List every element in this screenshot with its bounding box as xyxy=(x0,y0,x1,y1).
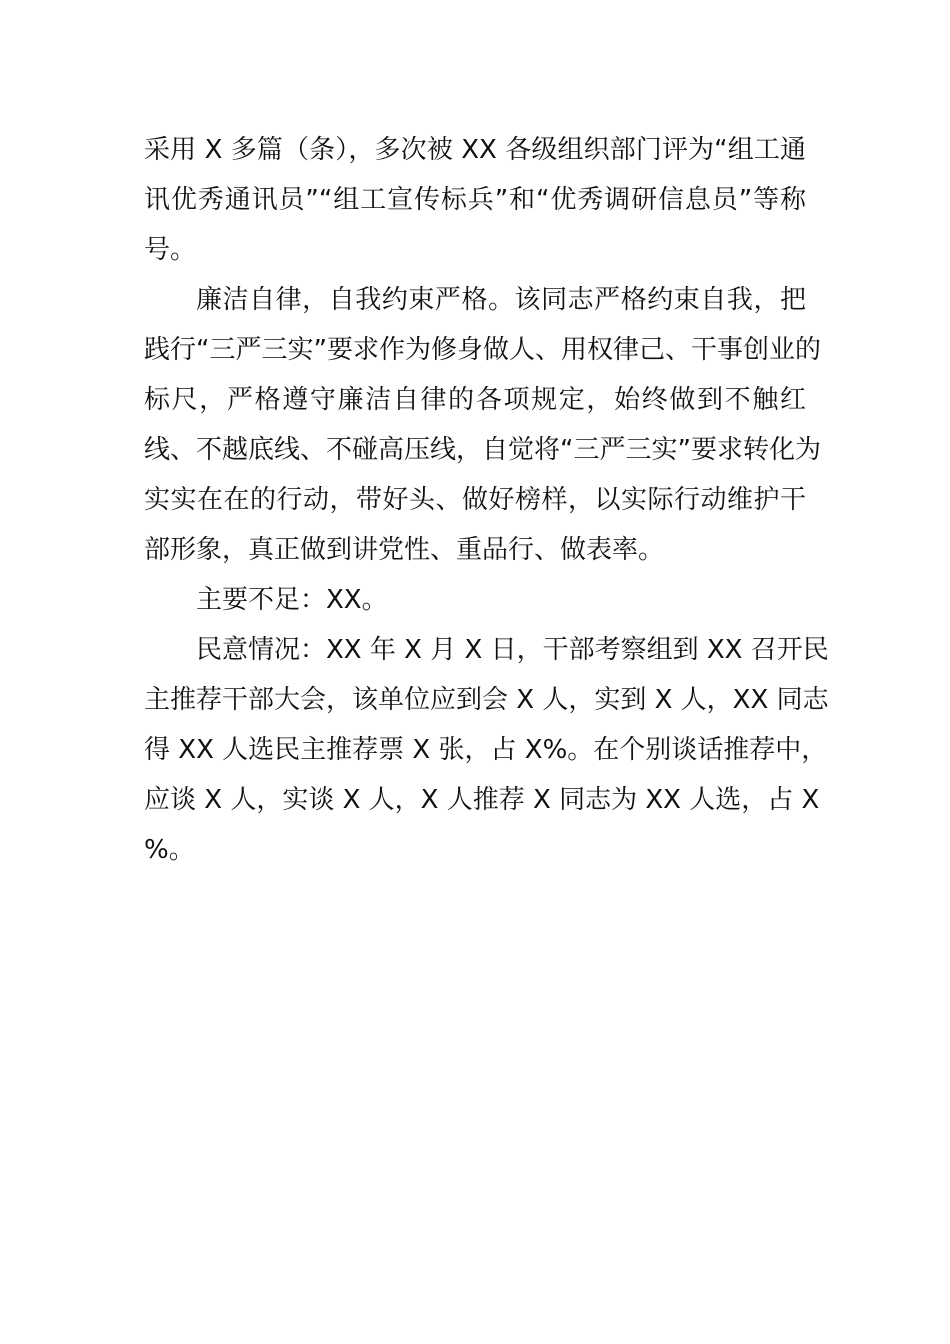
paragraph-honors xyxy=(144,125,806,275)
document-body xyxy=(144,125,829,875)
text-line: 主要不足：XX。 xyxy=(196,585,388,615)
text-line: 标尺，严格遵守廉洁自律的各项规定，始终做到不触红 xyxy=(144,385,806,415)
paragraph-shortcomings xyxy=(144,575,806,625)
text-line: 部形象，真正做到讲党性、重品行、做表率。 xyxy=(144,535,665,565)
text-line: 号。 xyxy=(144,235,197,265)
text-line: 讯优秀通讯员”“组工宣传标兵”和“优秀调研信息员”等称 xyxy=(144,185,806,215)
paragraph-public-opinion xyxy=(144,625,829,875)
text-line: 应谈 X 人，实谈 X 人，X 人推荐 X 同志为 XX 人选，占 X xyxy=(144,785,820,815)
paragraph-integrity xyxy=(144,275,821,575)
text-line: 民意情况：XX 年 X 月 X 日，干部考察组到 XX 召开民 xyxy=(196,635,829,665)
text-line: 得 XX 人选民主推荐票 X 张，占 X%。在个别谈话推荐中， xyxy=(144,735,828,765)
text-line: 线、不越底线、不碰高压线，自觉将“三严三实”要求转化为 xyxy=(144,435,821,465)
text-line: %。 xyxy=(144,835,195,865)
text-line: 采用 X 多篇（条），多次被 XX 各级组织部门评为“组工通 xyxy=(144,135,806,165)
text-line: 廉洁自律，自我约束严格。该同志严格约束自我，把 xyxy=(196,285,806,315)
text-line: 实实在在的行动，带好头、做好榜样，以实际行动维护干 xyxy=(144,485,806,515)
text-line: 践行“三严三实”要求作为修身做人、用权律己、干事创业的 xyxy=(144,335,821,365)
text-line: 主推荐干部大会，该单位应到会 X 人，实到 X 人，XX 同志 xyxy=(144,685,829,715)
